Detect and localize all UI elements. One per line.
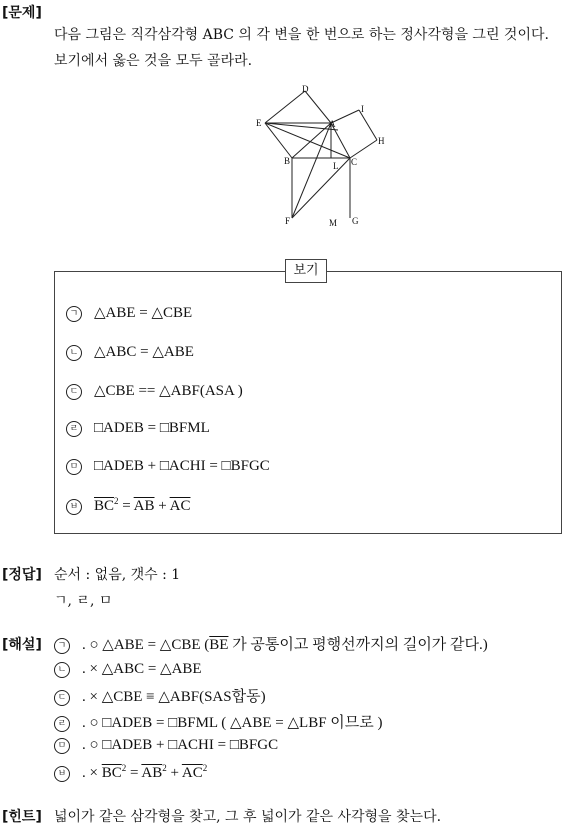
- explanation-label: [해설]: [2, 637, 42, 653]
- edge-IH: [359, 110, 377, 140]
- circle-mark: ㅁ: [54, 738, 70, 754]
- bogi-item-6: ㅂ $\overline{BC}^2 = \overline{AB} + \overline{AC}$: [66, 496, 190, 515]
- point-label-A: A: [329, 119, 336, 129]
- point-label-I: I: [361, 104, 364, 114]
- problem-text-line1: 다음 그림은 직각삼각형 ABC 의 각 변을 한 번으로 하는 정사각형을 그린 것이다.: [54, 27, 549, 43]
- answer-count: 순서 : 없음, 갯수 : 1: [54, 567, 181, 583]
- edge-BA: [292, 123, 331, 158]
- line-AF: [292, 123, 331, 218]
- circle-mark: ㄹ: [54, 716, 70, 732]
- line-EC: [265, 123, 350, 158]
- point-label-L: L: [333, 161, 339, 171]
- explanation-line-1: ㄱ . ○ △ABE = △CBE ($\overline{BE}$ 가 공통이고 평행선까지의 길이가 같다.): [54, 633, 488, 654]
- explanation-line-6: ㅂ . × $\overline{BC}^2 = \overline{AB}^2 + \overline{AC}^2$: [54, 763, 207, 782]
- circle-mark: ㄹ: [66, 421, 82, 437]
- point-label-G: G: [352, 216, 359, 226]
- circle-mark: ㄴ: [54, 662, 70, 678]
- point-label-C: C: [351, 157, 358, 167]
- answer-label: [정답]: [2, 567, 42, 583]
- explanation-line-2: ㄴ . × △ABC = △ABE: [54, 659, 202, 678]
- circle-mark: ㄱ: [66, 306, 82, 322]
- hint-text: 넓이가 같은 삼각형을 찾고, 그 후 넓이가 같은 사각형을 찾는다.: [54, 809, 442, 825]
- bogi-item-5: ㅁ □ADEB + □ACHI = □BFGC: [66, 458, 270, 475]
- bogi-item-1: ㄱ △ABE = △CBE: [66, 303, 192, 322]
- point-label-F: F: [285, 216, 291, 226]
- point-label-H: H: [378, 136, 385, 146]
- circle-mark: ㄷ: [54, 690, 70, 706]
- circle-mark: ㄷ: [66, 384, 82, 400]
- explanation-line-4: ㄹ . ○ □ADEB = □BFML ( △ABE = △LBF 이므로 ): [54, 711, 383, 732]
- bogi-item-2: ㄴ △ABC = △ABE: [66, 342, 194, 361]
- line-CF: [292, 158, 350, 218]
- problem-label: [문제]: [2, 5, 42, 21]
- circle-mark: ㅂ: [54, 766, 70, 782]
- point-label-D: D: [302, 84, 309, 94]
- point-label-E: E: [256, 118, 262, 128]
- bogi-item-3: ㄷ △CBE == △ABF(ASA ): [66, 381, 243, 400]
- circle-mark: ㅂ: [66, 499, 82, 515]
- edge-AD: [305, 91, 331, 123]
- bogi-item-4: ㄹ □ADEB = □BFML: [66, 420, 210, 437]
- edge-HC: [350, 140, 377, 158]
- circle-mark: ㄴ: [66, 345, 82, 361]
- point-label-B: B: [284, 156, 291, 166]
- geometry-figure: [245, 80, 395, 235]
- problem-text-line2: 보기에서 옳은 것을 모두 골라라.: [54, 53, 253, 69]
- explanation-line-5: ㅁ . ○ □ADEB + □ACHI = □BFGC: [54, 737, 278, 754]
- circle-mark: ㄱ: [54, 638, 70, 654]
- edge-DE: [265, 91, 305, 123]
- explanation-line-3: ㄷ . × △CBE ≡ △ABF(SAS합동): [54, 685, 266, 706]
- bogi-title: 보기: [285, 259, 327, 283]
- point-label-M: M: [329, 218, 338, 228]
- hint-label: [힌트]: [2, 809, 42, 825]
- circle-mark: ㅁ: [66, 459, 82, 475]
- answer-choices: ㄱ, ㄹ, ㅁ: [54, 593, 113, 609]
